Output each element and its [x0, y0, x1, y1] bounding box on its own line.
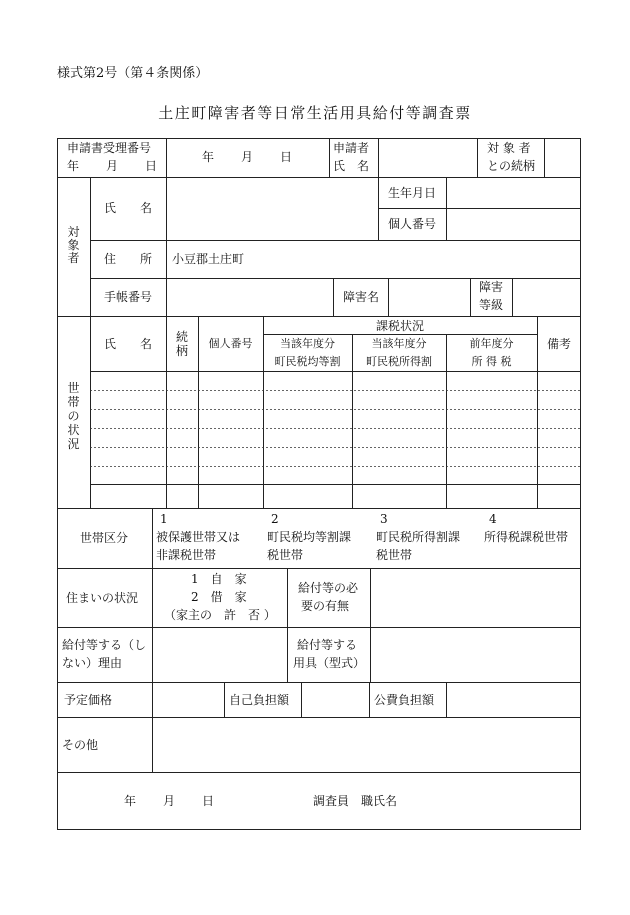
category-option-1-num: 1	[160, 512, 168, 526]
tax-col1-line1: 当該年度分	[280, 337, 335, 350]
category-option-1-line1: 被保護世帯又は	[156, 530, 241, 544]
investigator-label: 調査員 職氏名	[313, 794, 398, 808]
category-option-4-line1: 所得税課税世帯	[484, 530, 569, 544]
address-label: 住 所	[104, 252, 153, 266]
necessity-label-2: 要の有無	[301, 599, 350, 613]
address-value: 小豆郡土庄町	[172, 252, 245, 266]
birthdate-label: 生年月日	[388, 186, 437, 200]
receipt-number-label: 申請書受理番号	[67, 141, 152, 155]
subject-name-label: 氏 名	[104, 201, 153, 215]
household-personal-number-header: 個人番号	[208, 337, 253, 350]
relation-label-2: との続柄	[487, 159, 536, 173]
personal-number-label: 個人番号	[388, 217, 437, 231]
footer-date: 年 月 日	[124, 794, 216, 808]
handbook-label: 手帳番号	[104, 290, 153, 304]
disability-grade-label-2: 等級	[478, 298, 503, 312]
tax-col2-line2: 町民税所得割	[366, 355, 432, 368]
housing-option-own: 1 自 家	[191, 572, 247, 586]
relation-label: 対 象 者	[487, 141, 531, 155]
tax-status-header: 課税状況	[375, 319, 424, 333]
tax-col3-line1: 前年度分	[469, 337, 514, 350]
necessity-label-1: 給付等の必	[298, 581, 359, 595]
household-name-header: 氏 名	[104, 337, 153, 351]
applicant-name-label: 氏 名	[333, 159, 370, 173]
receipt-date-value: 年 月 日	[201, 150, 293, 164]
equipment-label-2: 用具（型式）	[293, 656, 366, 670]
planned-price-label: 予定価格	[64, 693, 113, 707]
other-label: その他	[62, 738, 99, 752]
disability-name-label: 障害名	[343, 290, 380, 304]
category-option-4-num: 4	[489, 512, 497, 526]
grant-reason-label-1: 給付等する（し	[62, 638, 147, 652]
disability-grade-label: 障害	[478, 280, 503, 294]
tax-col1-line2: 町民税均等割	[274, 355, 341, 368]
category-label: 世帯区分	[80, 531, 129, 545]
tax-col2-line1: 当該年度分	[371, 337, 427, 350]
remarks-header: 備考	[546, 337, 571, 351]
public-burden-label: 公費負担額	[374, 693, 435, 707]
self-burden-label: 自己負担額	[229, 693, 290, 707]
category-option-3-num: 3	[380, 512, 388, 526]
applicant-label: 申請者	[333, 141, 370, 155]
category-option-2-line1: 町民税均等割課	[267, 530, 352, 544]
category-option-2-num: 2	[271, 512, 279, 526]
category-option-1-line2: 非課税世帯	[156, 548, 217, 562]
household-side-label: 世 帯 の 状 況	[67, 381, 80, 451]
tax-col3-line2: 所 得 税	[471, 355, 512, 368]
category-option-3-line2: 税世帯	[376, 548, 413, 562]
grant-reason-label-2: ない）理由	[62, 656, 123, 670]
category-option-3-line1: 町民税所得割課	[376, 530, 461, 544]
page-title: 土庄町障害者等日常生活用具給付等調査票	[158, 104, 472, 122]
housing-label: 住まいの状況	[66, 591, 139, 605]
category-option-2-line2: 税世帯	[267, 548, 304, 562]
equipment-label-1: 給付等する	[297, 638, 358, 652]
form-number: 様式第2号（第４条関係）	[57, 66, 209, 81]
housing-option-landlord: （家主の 許 否 ）	[164, 608, 276, 622]
subject-side-label: 対 象 者	[67, 225, 80, 265]
household-relation-header: 続 柄	[175, 330, 188, 358]
receipt-date-label: 年 月 日	[67, 159, 159, 173]
housing-option-rent: 2 借 家	[191, 590, 247, 604]
